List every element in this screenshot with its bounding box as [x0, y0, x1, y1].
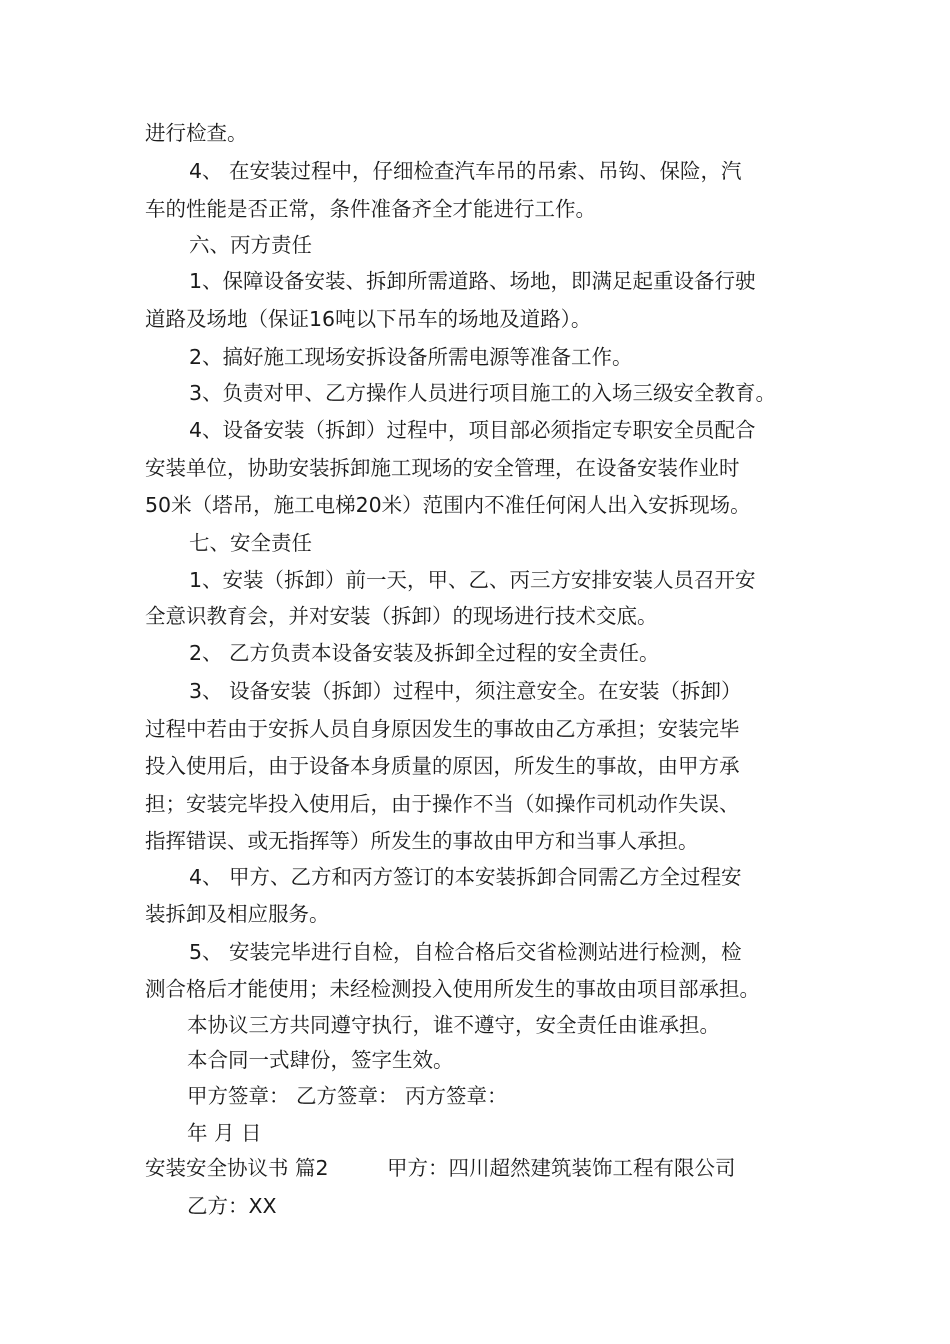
paragraph-line: 3、负责对甲、乙方操作人员进行项目施工的入场三级安全教育。 [189, 381, 777, 405]
party-b-line: 乙方：XX [187, 1194, 277, 1218]
signature-line: 甲方签章： 乙方签章： 丙方签章： [187, 1084, 508, 1108]
paragraph-line: 4、设备安装（拆卸）过程中，项目部必须指定专职安全员配合 [189, 418, 756, 442]
paragraph-line: 4、 在安装过程中，仔细检查汽车吊的吊索、吊钩、保险，汽 [189, 159, 742, 183]
paragraph-line: 道路及场地（保证16吨以下吊车的场地及道路）。 [145, 307, 592, 331]
paragraph-line: 过程中若由于安拆人员自身原因发生的事故由乙方承担；安装完毕 [145, 717, 740, 741]
paragraph-line: 1、安装（拆卸）前一天，甲、乙、丙三方安排安装人员召开安 [189, 568, 756, 592]
paragraph-line: 4、 甲方、乙方和丙方签订的本安装拆卸合同需乙方全过程安 [189, 865, 742, 889]
paragraph-line: 指挥错误、或无指挥等）所发生的事故由甲方和当事人承担。 [145, 829, 699, 853]
party-a-line: 甲方：四川超然建筑装饰工程有限公司 [387, 1156, 736, 1180]
paragraph-line: 全意识教育会，并对安装（拆卸）的现场进行技术交底。 [145, 604, 658, 628]
paragraph-line: 投入使用后，由于设备本身质量的原因，所发生的事故，由甲方承 [145, 754, 740, 778]
paragraph-line: 50米（塔吊，施工电梯20米）范围内不准任何闲人出入安拆现场。 [145, 493, 751, 517]
section-heading: 六、丙方责任 [189, 233, 312, 257]
paragraph-line: 装拆卸及相应服务。 [145, 902, 330, 926]
paragraph-line: 担；安装完毕投入使用后，由于操作不当（如操作司机动作失误、 [145, 792, 740, 816]
paragraph-line: 测合格后才能使用；未经检测投入使用所发生的事故由项目部承担。 [145, 977, 760, 1001]
next-section-title: 安装安全协议书 篇2 [145, 1156, 329, 1180]
date-line: 年 月 日 [187, 1121, 262, 1145]
paragraph-line: 2、 乙方负责本设备安装及拆卸全过程的安全责任。 [189, 641, 660, 665]
paragraph-line: 1、保障设备安装、拆卸所需道路、场地，即满足起重设备行驶 [189, 269, 756, 293]
paragraph-line: 进行检查。 [145, 121, 248, 145]
section-heading: 七、安全责任 [189, 531, 312, 555]
paragraph-line: 车的性能是否正常，条件准备齐全才能进行工作。 [145, 197, 596, 221]
paragraph-line: 本合同一式肆份，签字生效。 [187, 1048, 454, 1072]
paragraph-line: 安装单位，协助安装拆卸施工现场的安全管理，在设备安装作业时 [145, 456, 740, 480]
paragraph-line: 本协议三方共同遵守执行，谁不遵守，安全责任由谁承担。 [187, 1013, 720, 1037]
paragraph-line: 2、搞好施工现场安拆设备所需电源等准备工作。 [189, 345, 633, 369]
paragraph-line: 5、 安装完毕进行自检，自检合格后交省检测站进行检测，检 [189, 940, 742, 964]
paragraph-line: 3、 设备安装（拆卸）过程中，须注意安全。在安装（拆卸） [189, 679, 742, 703]
